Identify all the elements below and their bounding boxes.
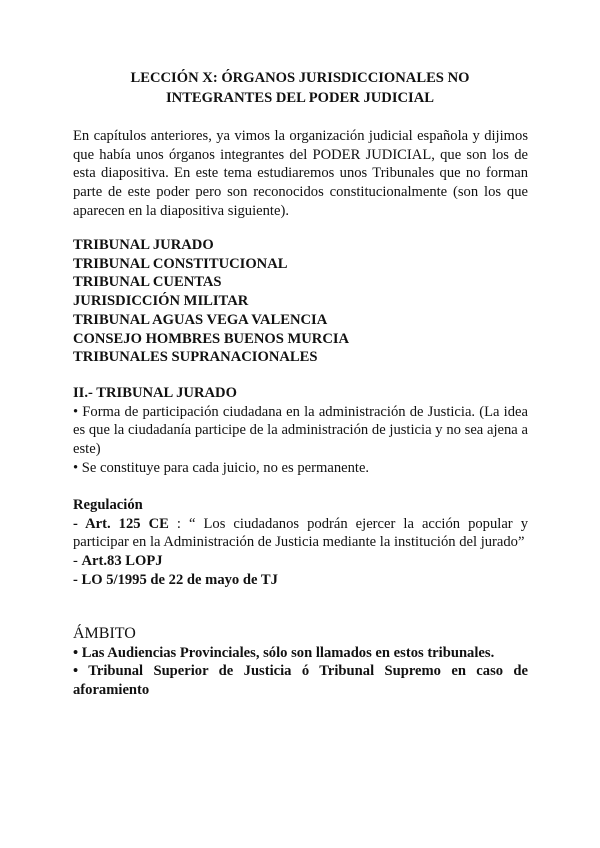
title-line-2: INTEGRANTES DEL PODER JUDICIAL [165, 90, 434, 106]
list-item: TRIBUNALES SUPRANACIONALES [73, 349, 318, 366]
bullet-item: • Forma de participación ciudadana en la administración de Justicia. (La idea es que la ciudadanía participe de la administración de justicia y no sea ajena a este) [73, 403, 528, 458]
section-regulacion [73, 496, 528, 590]
section-tribunal-jurado [73, 384, 528, 478]
section-ambito [73, 625, 528, 700]
dash: - [73, 553, 82, 570]
list-item: JURISDICCIÓN MILITAR [73, 293, 249, 310]
bullet-item: • Las Audiencias Provinciales, sólo son llamados en estos tribunales. [73, 644, 495, 661]
section-heading: Regulación [73, 497, 143, 513]
lo-item: - LO 5/1995 de 22 de mayo de TJ [73, 571, 278, 588]
title-line-1: LECCIÓN X: ÓRGANOS JURISDICCIONALES NO [130, 70, 470, 86]
list-item: TRIBUNAL CONSTITUCIONAL [73, 255, 288, 272]
page-title [60, 68, 540, 108]
tribunal-list [73, 236, 528, 367]
art-125-label: - Art. 125 CE [73, 515, 169, 532]
bullet-item: • Se constituye para cada juicio, no es permanente. [73, 459, 370, 476]
section-heading: II.- TRIBUNAL JURADO [73, 385, 237, 401]
list-item: TRIBUNAL JURADO [73, 237, 214, 253]
art-125-text: : “ Los ciudadanos podrán ejercer la acción popular y participar en la Administración de Justicia mediante la institución del jurado” [73, 515, 528, 551]
art-83-label: Art.83 LOPJ [81, 553, 163, 570]
art-83-item [73, 552, 528, 571]
list-item: CONSEJO HOMBRES BUENOS MURCIA [73, 330, 350, 347]
list-item: TRIBUNAL CUENTAS [73, 274, 222, 291]
art-125-item [73, 515, 528, 552]
section-heading: ÁMBITO [73, 625, 136, 642]
bullet-item: • Tribunal Superior de Justicia ó Tribunal Supremo en caso de aforamiento [73, 663, 528, 699]
intro-paragraph: En capítulos anteriores, ya vimos la organización judicial española y dijimos que había unos órganos integrantes del PODER JUDICIAL, que son los de esta diapositiva. En este tema estudiaremos unos Tribunales que no forman parte de este poder pero son reconocidos constitucionalmente (son los que aparecen en la diapositiva siguiente). [73, 128, 528, 219]
list-item: TRIBUNAL AGUAS VEGA VALENCIA [73, 311, 328, 328]
